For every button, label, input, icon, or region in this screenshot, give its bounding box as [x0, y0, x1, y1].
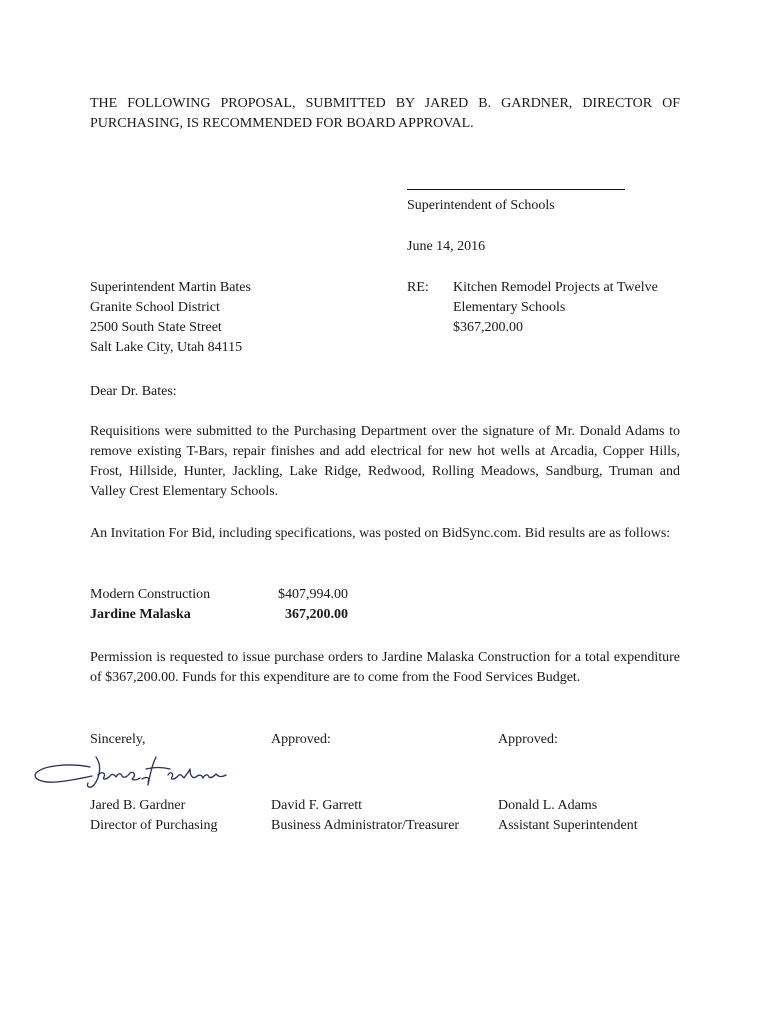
letter-date: June 14, 2016 [407, 239, 486, 254]
closing-approved: Approved: [271, 732, 331, 747]
bidder-name: Modern Construction [90, 587, 211, 602]
body-paragraph-permission: Permission is requested to issue purchase orders to Jardine Malaska Construction for a total expenditure of $367,200.00. Funds for this expenditure are to come from the Food Services Budget. [90, 650, 680, 685]
re-subject [453, 278, 693, 338]
salutation: Dear Dr. Bates: [90, 384, 177, 399]
bidder-name: Jardine Malaska [90, 607, 191, 622]
signatory-assistant-superintendent [498, 796, 638, 836]
re-line: Kitchen Remodel Projects at Twelve [453, 280, 658, 295]
bid-row [90, 585, 390, 605]
signatory-title: Director of Purchasing [90, 818, 218, 833]
closing-sincerely: Sincerely, [90, 732, 146, 747]
re-label: RE: [407, 280, 429, 295]
recipient-line: 2500 South State Street [90, 320, 222, 335]
signatory-title: Assistant Superintendent [498, 818, 638, 833]
signatory-name: Donald L. Adams [498, 798, 598, 813]
signatory-title: Business Administrator/Treasurer [271, 818, 460, 833]
body-paragraph-requisitions: Requisitions were submitted to the Purchasing Department over the signature of Mr. Donald Adams to remove existing T-Bars, repair finishes and add electrical for new hot wells at Arcadia, Copper Hills, Frost, Hillside, Hunter, Jackling, Lake Ridge, Redwood, Rolling Meadows, Sandburg, Truman and Valley Crest Elementary Schools. [90, 424, 680, 499]
board-approval-preamble: THE FOLLOWING PROPOSAL, SUBMITTED BY JARED B. GARDNER, DIRECTOR OF PURCHASING, IS RECOMMENDED FOR BOARD APPROVAL. [90, 96, 680, 131]
closing-approved: Approved: [498, 732, 558, 747]
superintendent-signature-line [407, 189, 625, 190]
re-line: Elementary Schools [453, 300, 566, 315]
recipient-line: Salt Lake City, Utah 84115 [90, 340, 243, 355]
bid-amount: $407,994.00 [278, 587, 348, 602]
signatory-name: Jared B. Gardner [90, 798, 186, 813]
re-line: $367,200.00 [453, 320, 523, 335]
recipient-line: Superintendent Martin Bates [90, 280, 251, 295]
signatory-business-admin [271, 796, 459, 836]
recipient-line: Granite School District [90, 300, 220, 315]
body-paragraph-invitation: An Invitation For Bid, including specifications, was posted on BidSync.com. Bid results are as follows: [90, 526, 671, 541]
signatory-name: David F. Garrett [271, 798, 363, 813]
recipient-address [90, 278, 251, 358]
handwritten-signature [32, 751, 232, 795]
bid-results [90, 585, 390, 625]
superintendent-label: Superintendent of Schools [407, 198, 555, 213]
bid-amount: 367,200.00 [285, 607, 348, 622]
signatory-purchasing [90, 796, 218, 836]
bid-row-winning [90, 605, 390, 625]
